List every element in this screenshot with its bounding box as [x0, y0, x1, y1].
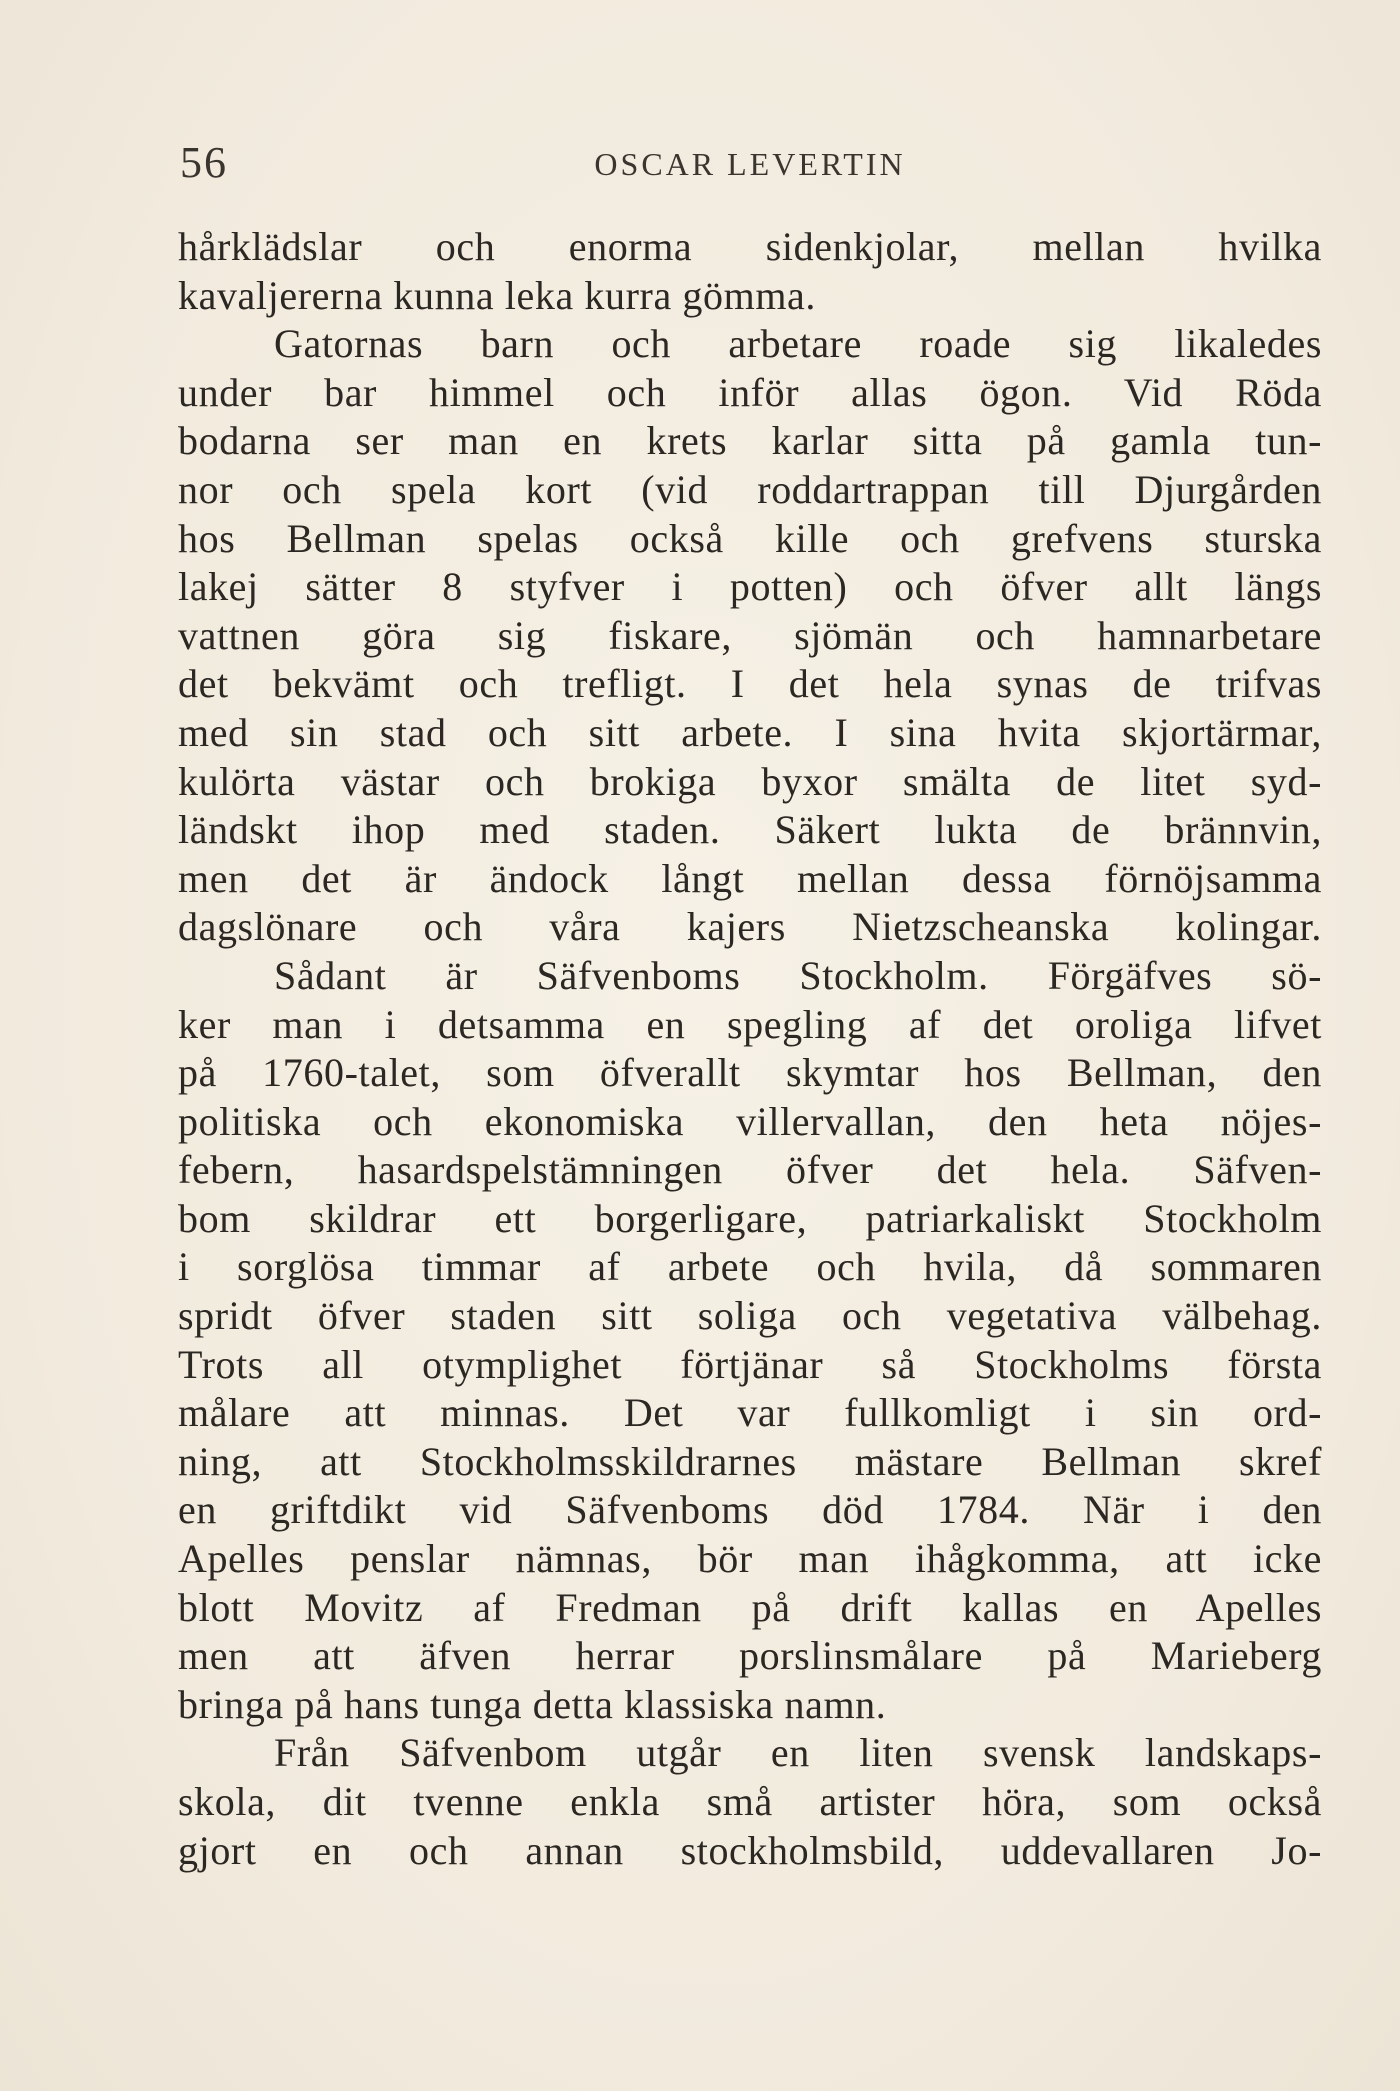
- text-line: febern, hasardspelstämningen öfver det hela. Säfven-: [178, 1147, 1322, 1193]
- text-line: kavaljererna kunna leka kurra gömma.: [178, 272, 816, 318]
- text-line: kulörta västar och brokiga byxor smälta de litet syd-: [178, 758, 1322, 804]
- text-line: Sådant är Säfvenboms Stockholm. Förgäfves sö-: [274, 952, 1322, 998]
- text-line: hårklädslar och enorma sidenkjolar, mellan hvilka: [178, 224, 1322, 269]
- text-line: det bekvämt och trefligt. I det hela synas de trifvas: [178, 661, 1322, 707]
- text-line: dagslönare och våra kajers Nietzscheanska kolingar.: [178, 904, 1322, 950]
- text-line: spridt öfver staden sitt soliga och vegetativa välbehag.: [178, 1293, 1322, 1339]
- text-line: i sorglösa timmar af arbete och hvila, då sommaren: [178, 1244, 1322, 1290]
- text-line: gjort en och annan stockholmsbild, uddevallaren Jo-: [178, 1827, 1322, 1873]
- text-line: lakej sätter 8 styfver i potten) och öfver allt längs: [178, 564, 1322, 610]
- text-line: hos Bellman spelas också kille och grefvens sturska: [178, 515, 1322, 561]
- text-line: vattnen göra sig fiskare, sjömän och hamnarbetare: [178, 612, 1322, 658]
- text-line: med sin stad och sitt arbete. I sina hvita skjortärmar,: [178, 709, 1322, 755]
- text-line: Gatornas barn och arbetare roade sig likaledes: [274, 321, 1322, 367]
- text-line: blott Movitz af Fredman på drift kallas en Apelles: [178, 1584, 1322, 1630]
- text-line: Från Säfvenbom utgår en liten svensk landskaps-: [274, 1730, 1322, 1776]
- text-line: ländskt ihop med staden. Säkert lukta de brännvin,: [178, 807, 1322, 853]
- text-line: Trots all otymplighet förtjänar så Stockholms första: [178, 1341, 1322, 1387]
- page-header: [180, 138, 1320, 188]
- text-line: ning, att Stockholmsskildrarnes mästare Bellman skref: [178, 1438, 1322, 1484]
- text-line: bom skildrar ett borgerligare, patriarkaliskt Stockholm: [178, 1195, 1322, 1241]
- text-line: en griftdikt vid Säfvenboms död 1784. När i den: [178, 1487, 1322, 1533]
- text-line: bodarna ser man en krets karlar sitta på gamla tun-: [178, 418, 1322, 464]
- text-line: nor och spela kort (vid roddartrappan till Djurgården: [178, 466, 1322, 512]
- text-line: skola, dit tvenne enkla små artister höra, som också: [178, 1779, 1322, 1824]
- text-line: Apelles penslar nämnas, bör man ihågkomma, att icke: [178, 1536, 1322, 1582]
- text-line: målare att minnas. Det var fullkomligt i sin ord-: [178, 1390, 1322, 1436]
- body-text: [178, 223, 1322, 1875]
- page-number: 56: [180, 138, 228, 187]
- running-head: OSCAR LEVERTIN: [594, 146, 906, 182]
- text-line: ker man i detsamma en spegling af det oroliga lifvet: [178, 1001, 1322, 1047]
- text-line: men det är ändock långt mellan dessa förnöjsamma: [178, 855, 1322, 901]
- text-line: bringa på hans tunga detta klassiska namn.: [178, 1681, 887, 1727]
- text-line: politiska och ekonomiska villervallan, den heta nöjes-: [178, 1098, 1322, 1144]
- text-line: under bar himmel och inför allas ögon. Vid Röda: [178, 369, 1322, 415]
- text-line: på 1760-talet, som öfverallt skymtar hos Bellman, den: [178, 1050, 1322, 1096]
- text-line: men att äfven herrar porslinsmålare på Marieberg: [178, 1633, 1322, 1679]
